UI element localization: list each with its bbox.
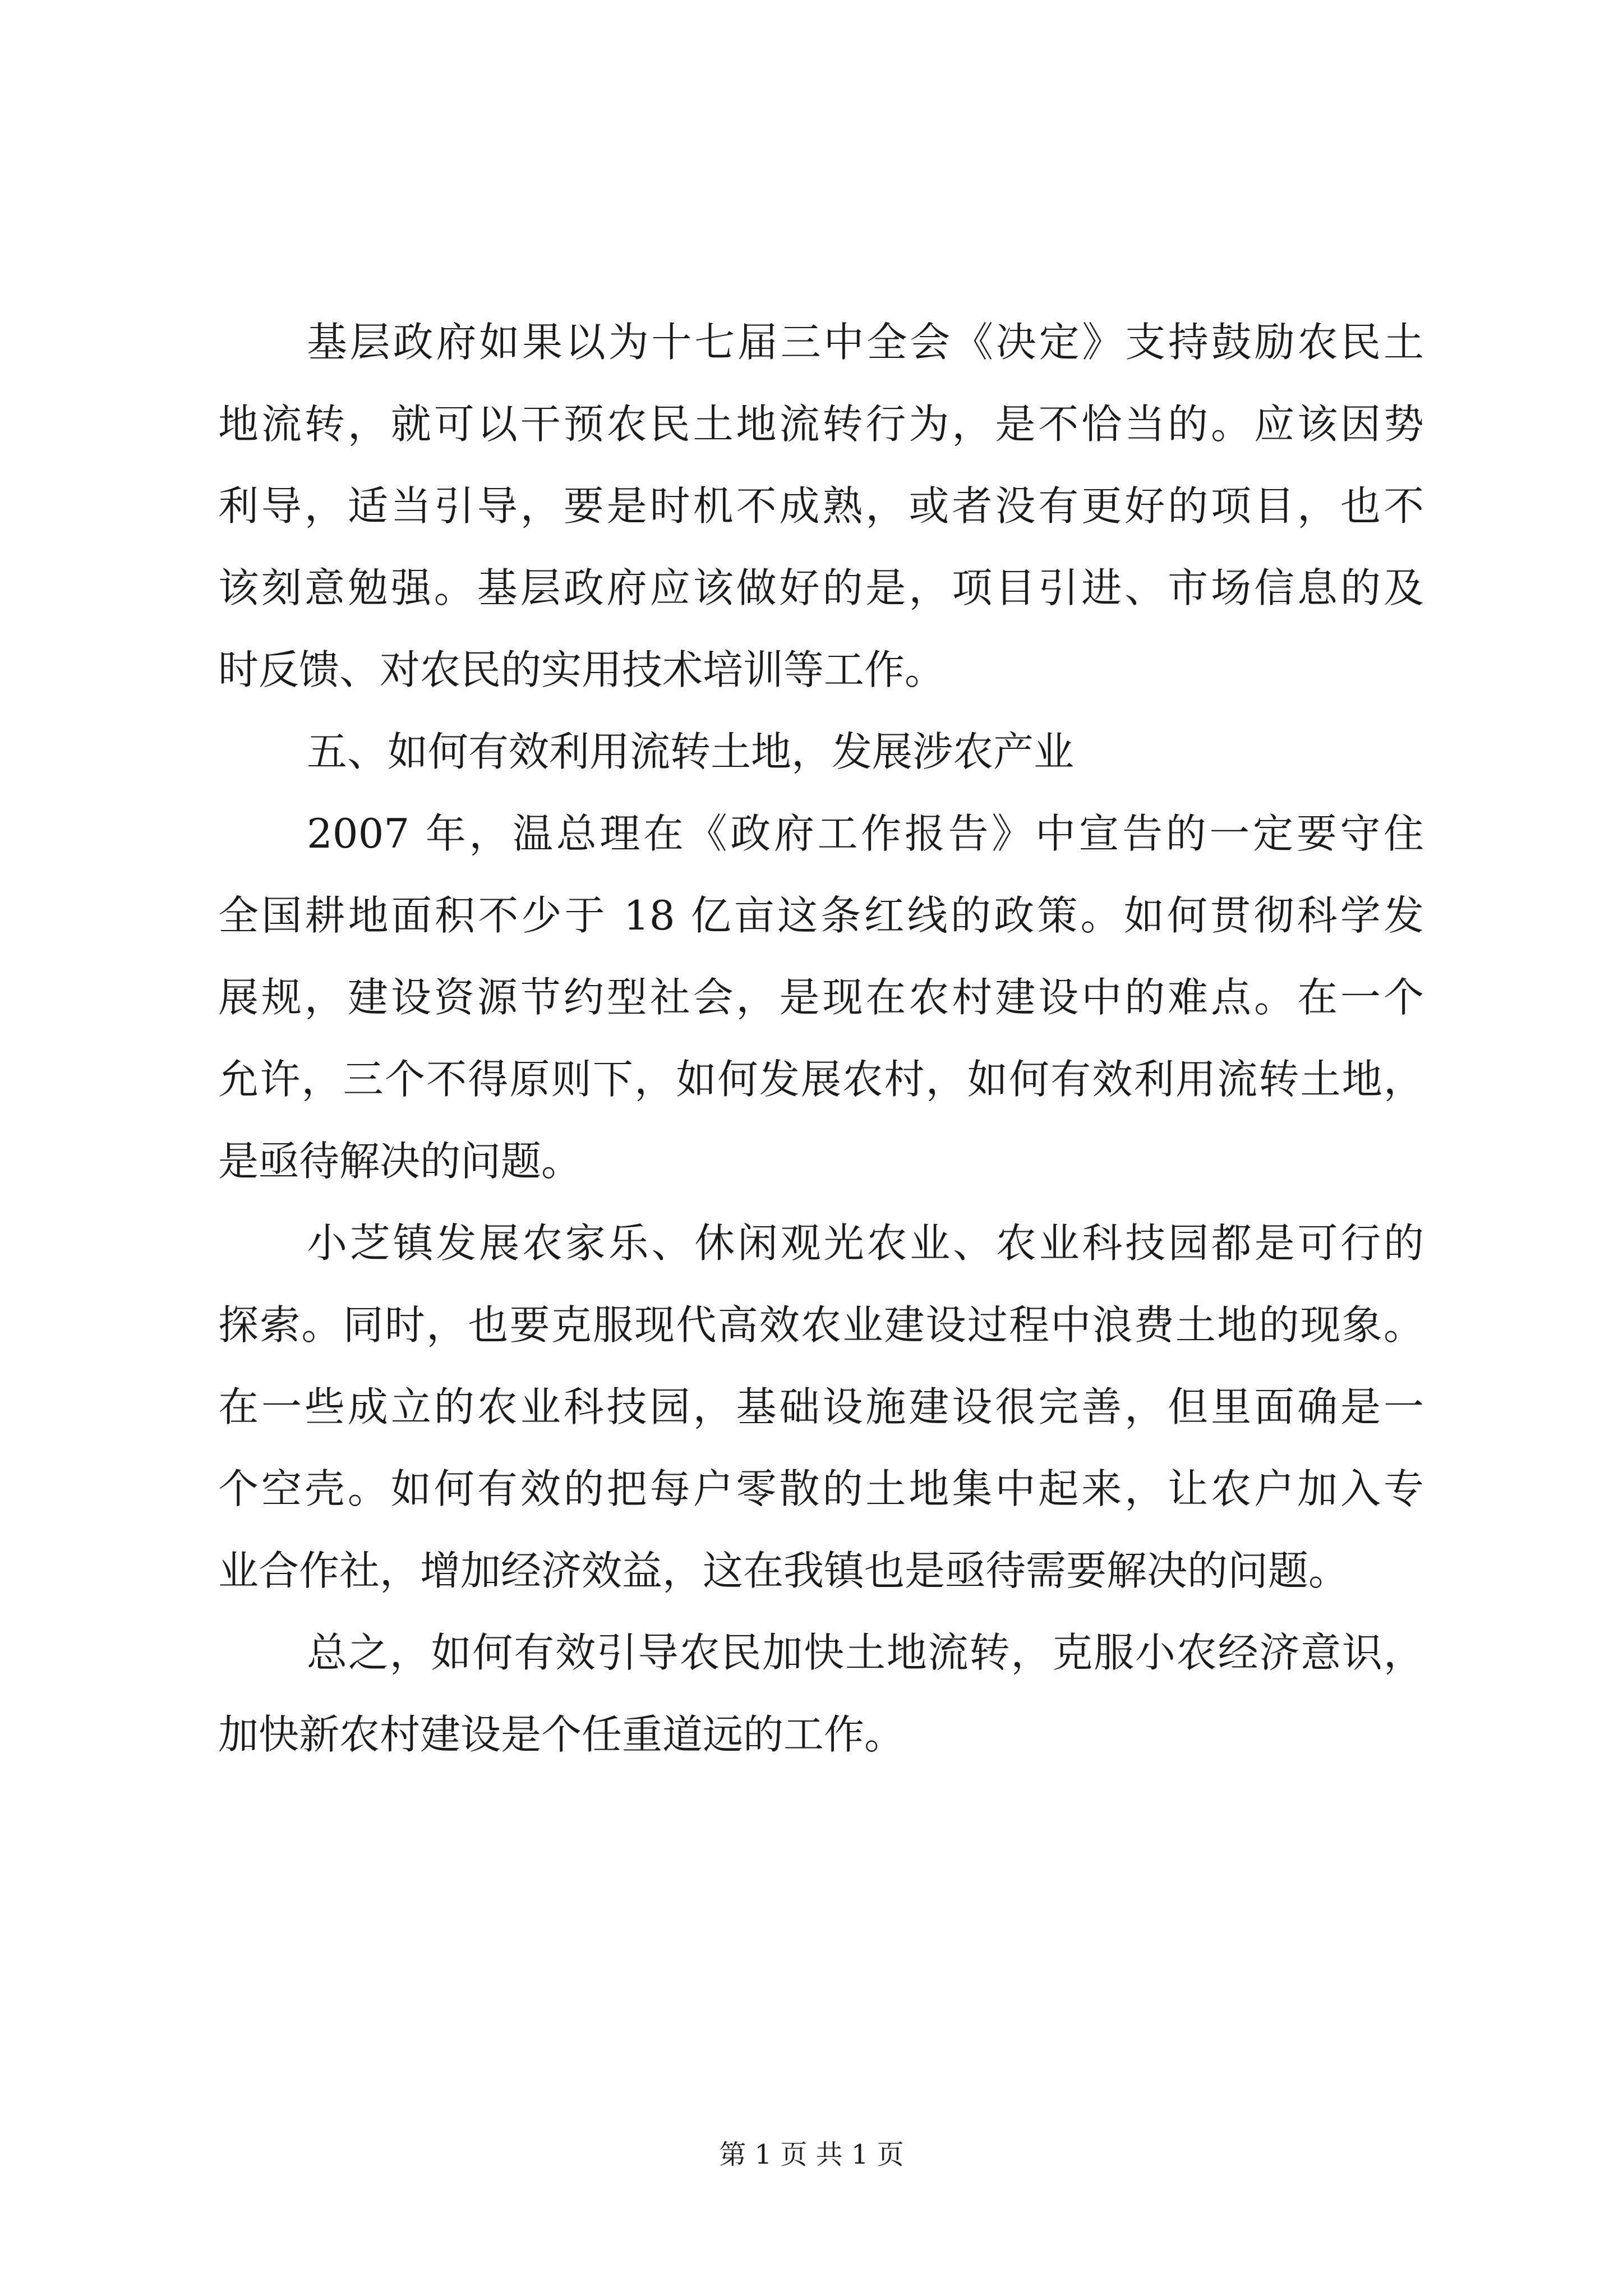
paragraph-line: 全国耕地面积不少于 18 亿亩这条红线的政策。如何贯彻科学发 — [218, 892, 1424, 939]
document-body — [218, 301, 1424, 1775]
paragraph-line: 基层政府如果以为十七届三中全会《决定》支持鼓励农民土 — [307, 319, 1424, 366]
section-heading — [218, 711, 1424, 793]
paragraph — [218, 1612, 1424, 1775]
page-footer: 第 1 页 共 1 页 — [719, 2139, 904, 2170]
paragraph-line: 2007 年，温总理在《政府工作报告》中宣告的一定要守住 — [307, 810, 1424, 857]
paragraph-line: 加快新农村建设是个任重道远的工作。 — [218, 1711, 905, 1758]
paragraph-line: 总之，如何有效引导农民加快土地流转，克服小农经济意识， — [307, 1629, 1424, 1676]
paragraph-line: 小芝镇发展农家乐、休闲观光农业、农业科技园都是可行的 — [307, 1220, 1424, 1267]
paragraph — [218, 793, 1424, 1202]
paragraph-line: 允许，三个不得原则下，如何发展农村，如何有效利用流转土地， — [218, 1056, 1424, 1103]
section-heading-line: 五、如何有效利用流转土地，发展涉农产业 — [307, 728, 1075, 775]
paragraph-line: 个空壳。如何有效的把每户零散的土地集中起来，让农户加入专 — [218, 1465, 1424, 1512]
paragraph-line: 是亟待解决的问题。 — [218, 1138, 582, 1185]
paragraph-line: 该刻意勉强。基层政府应该做好的是，项目引进、市场信息的及 — [218, 564, 1424, 611]
paragraph-line: 展规，建设资源节约型社会，是现在农村建设中的难点。在一个 — [218, 974, 1424, 1021]
paragraph-line: 探索。同时，也要克服现代高效农业建设过程中浪费土地的现象。 — [218, 1301, 1424, 1349]
paragraph-line: 地流转，就可以干预农民土地流转行为，是不恰当的。应该因势 — [218, 401, 1424, 448]
paragraph-line: 在一些成立的农业科技园，基础设施建设很完善，但里面确是一 — [218, 1383, 1424, 1430]
paragraph — [218, 301, 1424, 711]
paragraph — [218, 1202, 1424, 1612]
paragraph-line: 业合作社，增加经济效益，这在我镇也是亟待需要解决的问题。 — [218, 1547, 1349, 1594]
paragraph-line: 利导，适当引导，要是时机不成熟，或者没有更好的项目，也不 — [218, 482, 1424, 530]
paragraph-line: 时反馈、对农民的实用技术培训等工作。 — [218, 646, 946, 693]
